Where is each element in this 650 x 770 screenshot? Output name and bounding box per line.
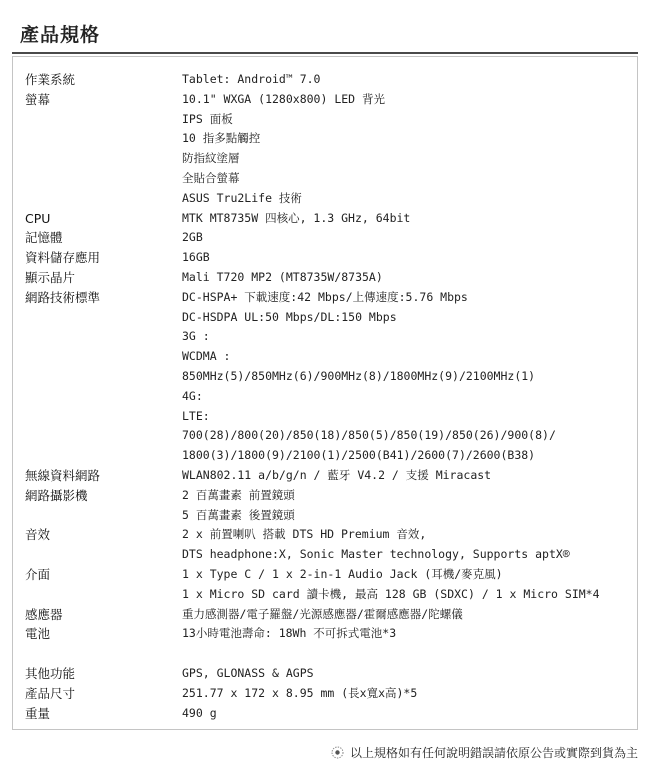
spec-label: 網路技術標準 (25, 289, 101, 305)
spec-value-line: GPS, GLONASS & AGPS (182, 665, 314, 680)
spec-values (182, 466, 625, 486)
spec-value-line: Mali T720 MP2 (MT8735W/8735A) (182, 269, 383, 284)
spec-label: 顯示晶片 (25, 269, 76, 285)
spec-label: 感應器 (25, 606, 63, 622)
spec-row (25, 248, 625, 268)
spec-values (182, 268, 625, 288)
spec-label: 重量 (25, 705, 51, 721)
spec-values (182, 624, 625, 644)
spec-label: 作業系統 (25, 72, 76, 87)
spec-value-line: MTK MT8735W 四核心, 1.3 GHz, 64bit (182, 210, 411, 225)
spec-row (25, 268, 625, 288)
spec-value-line: 490 g (182, 705, 217, 720)
spec-value-line: Tablet: Android™ 7.0 (182, 72, 321, 86)
spec-value-line: 重力感測器/電子羅盤/光源感應器/霍爾感應器/陀螺儀 (182, 606, 463, 621)
spec-value-line: DTS headphone:X, Sonic Master technology, Supports aptX® (182, 547, 570, 562)
spec-value-line: 4G: (182, 388, 203, 403)
spec-values (182, 664, 625, 684)
spec-values (182, 486, 625, 526)
spec-row (25, 565, 625, 605)
spec-values (182, 70, 625, 90)
spec-value-line: WLAN802.11 a/b/g/n / 藍牙 V4.2 / 支援 Miracast (182, 467, 492, 482)
spec-value-line: 5 百萬畫素 後置鏡頭 (182, 507, 295, 522)
spec-row (25, 209, 625, 229)
page-title: 產品規格 (20, 24, 101, 46)
spec-label: 螢幕 (25, 91, 51, 107)
spec-label: 音效 (25, 527, 51, 543)
spec-row (25, 664, 625, 684)
bullet-dot-icon (331, 746, 344, 759)
spec-row (25, 525, 625, 565)
spec-value-line: 10 指多點觸控 (182, 131, 261, 146)
spec-label: 記憶體 (25, 230, 63, 246)
spec-row (25, 228, 625, 248)
footnote (331, 744, 638, 761)
spec-spacer (25, 644, 625, 664)
spec-value-line: 10.1" WXGA (1280x800) LED 背光 (182, 91, 386, 106)
spec-table-box (12, 56, 638, 730)
spec-label: 電池 (25, 626, 51, 642)
spec-label: CPU (25, 210, 51, 226)
spec-row (25, 486, 625, 526)
footnote-text: 以上規格如有任何說明錯誤請依原公告或實際到貨為主 (349, 746, 638, 760)
spec-row (25, 684, 625, 704)
spec-values (182, 684, 625, 704)
spec-values (182, 209, 625, 229)
spec-value-line: 16GB (182, 250, 210, 265)
spec-label: 產品尺寸 (25, 685, 76, 701)
spec-value-line: 1800(3)/1800(9)/2100(1)/2500(B41)/2600(7)/2600(B38) (182, 448, 536, 463)
spec-value-line: 1 x Micro SD card 讀卡機, 最高 128 GB (SDXC) / 1 x Micro SIM*4 (182, 586, 600, 601)
spec-label: 介面 (25, 566, 51, 582)
spec-values (182, 288, 625, 466)
spec-row (25, 70, 625, 90)
spec-value-line: 3G : (182, 329, 210, 344)
spec-values (182, 228, 625, 248)
spec-value-line: WCDMA : (182, 349, 231, 364)
spec-value-line: 13小時電池壽命: 18Wh 不可拆式電池*3 (182, 626, 397, 641)
spec-value-line: ASUS Tru2Life 技術 (182, 190, 302, 205)
spec-row (25, 605, 625, 625)
spec-row (25, 288, 625, 466)
spec-values (182, 248, 625, 268)
spec-label: 無線資料網路 (25, 467, 101, 483)
spec-label: 資料儲存應用 (25, 250, 101, 266)
spec-values (182, 605, 625, 625)
spec-value-line: 防指紋塗層 (182, 151, 240, 166)
spec-row (25, 466, 625, 486)
spec-table (25, 70, 625, 723)
spec-value-line: 700(28)/800(20)/850(18)/850(5)/850(19)/850(26)/900(8)/ (182, 428, 556, 443)
spec-value-line: IPS 面板 (182, 111, 233, 126)
spec-label: 網路攝影機 (25, 487, 88, 503)
spec-row (25, 704, 625, 724)
spec-value-line: 2GB (182, 230, 203, 245)
spec-value-line: 251.77 x 172 x 8.95 mm (長x寬x高)*5 (182, 685, 418, 700)
spec-value-line: 2 百萬畫素 前置鏡頭 (182, 487, 295, 502)
title-divider (12, 52, 638, 54)
spec-values (182, 90, 625, 209)
spec-values (182, 525, 625, 565)
spec-values (182, 565, 625, 605)
spec-value-line: LTE: (182, 408, 210, 423)
spec-value-line: 全貼合螢幕 (182, 170, 240, 185)
spec-value-line: DC-HSPA+ 下載速度:42 Mbps/上傳速度:5.76 Mbps (182, 289, 468, 304)
spec-label: 其他功能 (25, 665, 76, 681)
spec-row (25, 624, 625, 644)
spec-value-line: 2 x 前置喇叭 搭載 DTS HD Premium 音效, (182, 527, 427, 542)
spec-value-line: DC-HSDPA UL:50 Mbps/DL:150 Mbps (182, 309, 397, 324)
spec-value-line: 850MHz(5)/850MHz(6)/900MHz(8)/1800MHz(9)/2100MHz(1) (182, 368, 536, 383)
spec-value-line: 1 x Type C / 1 x 2-in-1 Audio Jack (耳機/麥克風) (182, 566, 503, 581)
spec-row (25, 90, 625, 209)
spec-values (182, 704, 625, 724)
